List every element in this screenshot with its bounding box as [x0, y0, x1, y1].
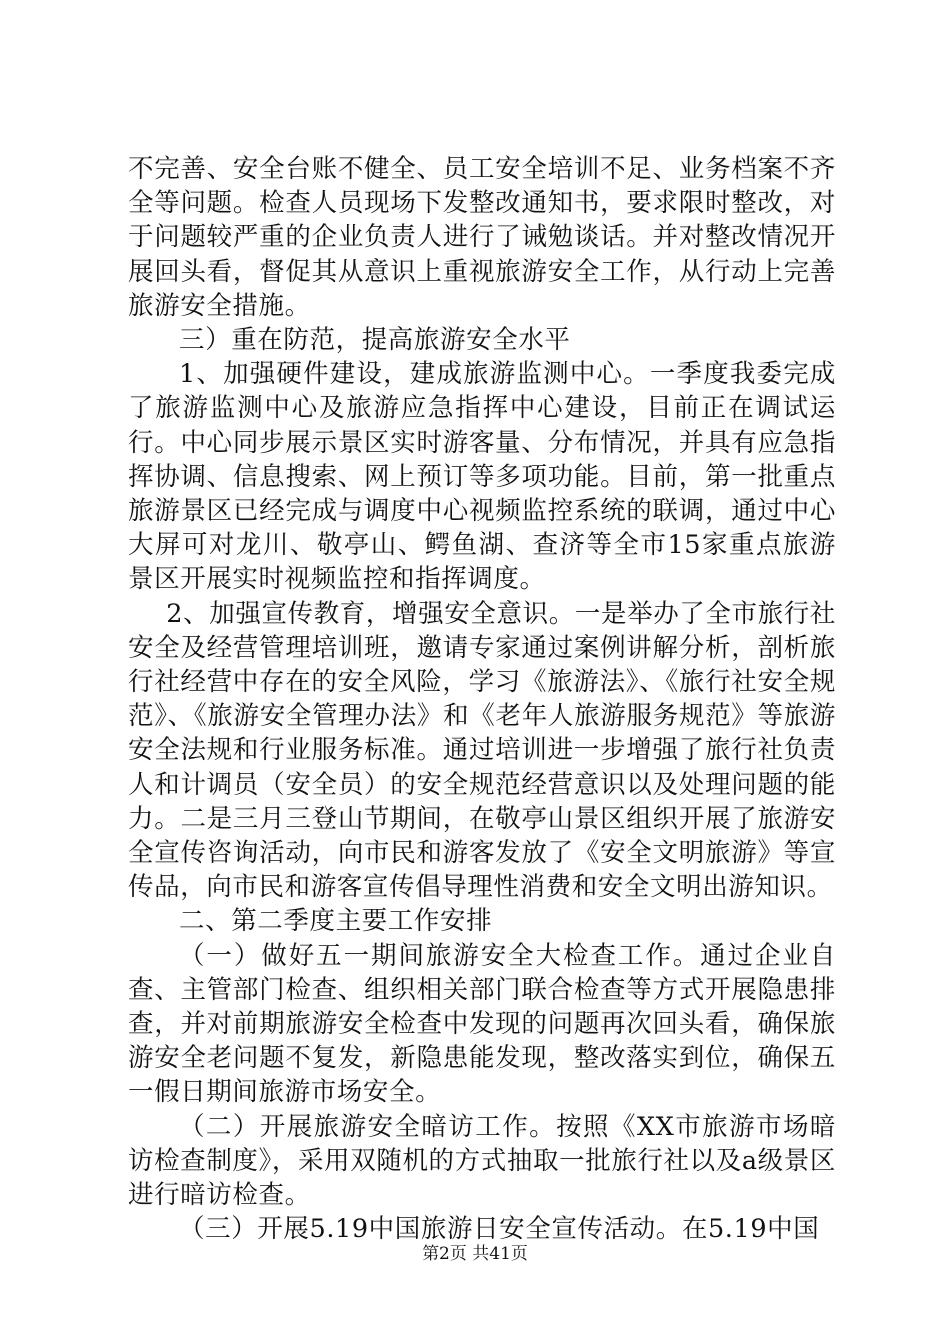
document-body [128, 152, 836, 1247]
page-number-footer: 第2页 共41页 [422, 1244, 528, 1264]
paragraph-item-two: （二）开展旅游安全暗访工作。按照《XX市旅游市场暗访检查制度》，采用双随机的方式抽取一批旅行社以及a级景区进行暗访检查。 [128, 1111, 836, 1211]
paragraph-item-one: （一）做好五一期间旅游安全大检查工作。通过企业自查、主管部门检查、组织相关部门联合检查等方式开展隐患排查，并对前期旅游安全检查中发现的问题再次回头看，确保旅游安全老问题不复发，新隐患能发现，整改落实到位，确保五一假日期间旅游市场安全。 [128, 940, 836, 1108]
paragraph-hardware: 1、加强硬件建设，建成旅游监测中心。一季度我委完成了旅游监测中心及旅游应急指挥中心建设，目前正在调试运行。中心同步展示景区实时游客量、分布情况，并具有应急指挥协调、信息搜索、网上预订等多项功能。目前，第一批重点旅游景区已经完成与调度中心视频监控系统的联调，通过中心大屏可对龙川、敬亭山、鳄鱼湖、查济等全市15家重点旅游景区开展实时视频监控和指挥调度。 [128, 359, 836, 595]
paragraph-education: 2、加强宣传教育，增强安全意识。一是举办了全市旅行社安全及经营管理培训班，邀请专家通过案例讲解分析，剖析旅行社经营中存在的安全风险，学习《旅游法》、《旅行社安全规范》、《旅游安全管理办法》和《老年人旅游服务规范》等旅游安全法规和行业服务标准。通过培训进一步增强了旅行社负责人和计调员（安全员）的安全规范经营意识以及处理问题的能力。二是三月三登山节期间，在敬亭山景区组织开展了旅游安全宣传咨询活动，向市民和游客发放了《安全文明旅游》等宣传品，向市民和游客宣传倡导理性消费和安全文明出游知识。 [128, 598, 836, 903]
section-heading-q2-plan: 二、第二季度主要工作安排 [179, 906, 493, 937]
paragraph-continuation: 不完善、安全台账不健全、员工安全培训不足、业务档案不齐全等问题。检查人员现场下发整改通知书，要求限时整改，对于问题较严重的企业负责人进行了诫勉谈话。并对整改情况开展回头看，督促其从意识上重视旅游安全工作，从行动上完善旅游安全措施。 [128, 154, 836, 321]
paragraph-item-three: （三）开展5.19中国旅游日安全宣传活动。在5.19中国 [179, 1214, 820, 1245]
section-heading-prevention: 三）重在防范，提高旅游安全水平 [179, 325, 571, 356]
